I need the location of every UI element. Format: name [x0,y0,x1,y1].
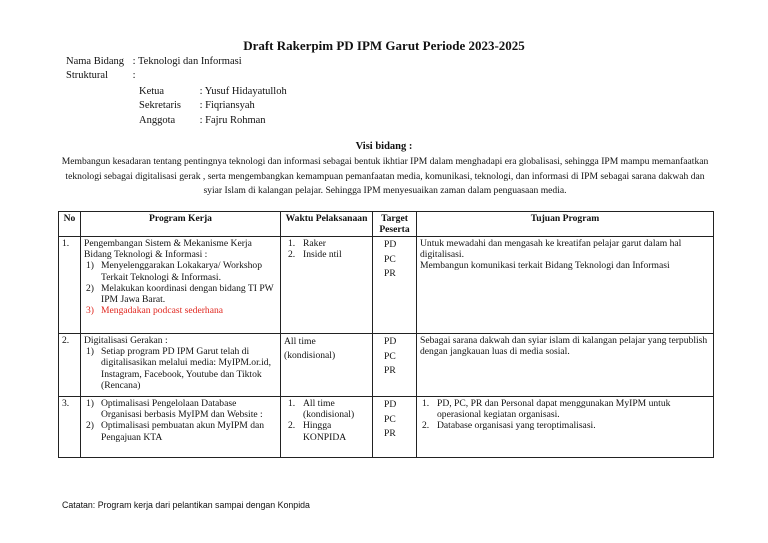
member-row-ketua [139,85,287,98]
program-item [84,398,277,420]
tujuan-cell [417,397,714,458]
member-name: : Fajru Rohman [199,115,266,126]
tujuan-text: Untuk mewadahi dan mengasah ke kreatifan pelajar garut dalam hal digitalisasi. [420,238,682,261]
table-header-row [59,212,714,237]
member-role: Sekretaris [139,100,181,111]
waktu-list [284,238,369,260]
bidang-row [66,55,242,68]
program-cell [81,397,281,458]
program-title: Pengembangan Sistem & Mekanisme Kerja Bidang Teknologi & Informasi : [84,238,252,261]
waktu-item [286,238,369,249]
item-number: 1. [422,398,430,409]
program-item [84,283,277,305]
target-item: PR [384,268,396,279]
table-row [59,237,714,334]
member-role: Anggota [139,115,176,126]
waktu-item [286,398,369,420]
item-text: Inside ntil [303,249,342,261]
member-name: : Fiqriansyah [199,100,255,111]
target-item: PD [384,399,397,410]
program-cell [81,334,281,397]
item-text: Optimalisasi pembuatan akun MyIPM dan Pengajuan KTA [101,420,265,443]
header-tujuan: Tujuan Program [417,212,714,237]
item-text: PD, PC, PR dan Personal dapat menggunakan MyIPM untuk operasional kegiatan organisasi. [437,398,671,421]
member-role: Ketua [139,86,165,97]
waktu-list [284,398,369,443]
row-number: 3. [59,397,81,458]
header-program: Program Kerja [81,212,281,237]
program-item-list [84,346,277,391]
target-item: PR [384,365,396,376]
header-waktu: Waktu Pelaksanaan [281,212,373,237]
header-no: No [59,212,81,237]
target-item: PR [384,428,396,439]
program-item-highlight [84,305,277,316]
item-number: 1) [86,260,94,272]
item-number: 1. [288,398,296,409]
struktural-row [66,69,136,82]
struktural-label: Struktural [66,70,108,81]
tujuan-text: Membangun komunikasi terkait Bidang Teknologi dan Informasi [420,260,670,272]
item-number: 1) [86,346,94,358]
item-text: Raker [303,238,326,249]
item-number: 3) [86,305,94,317]
item-number: 1. [288,238,296,249]
target-item: PC [384,350,396,362]
waktu-item [286,249,369,260]
waktu-cell [281,397,373,458]
program-item [84,420,277,442]
vision-title: Visi bidang : [355,141,413,152]
document-title: Draft Rakerpim PD IPM Garut Periode 2023-2025 [243,38,525,53]
target-item: PC [384,413,396,425]
table-row [59,397,714,458]
item-text: Setiap program PD IPM Garut telah di digitalisasikan melalui media: MyIPM.or.id, Instagram, Facebook, Youtube dan Tiktok (Rencana) [101,346,272,391]
target-item: PD [384,239,397,250]
item-number: 1) [86,398,94,409]
member-row-sekretaris [139,99,255,112]
item-text: Mengadakan podcast sederhana [101,305,224,317]
tujuan-text: Sebagai sarana dakwah dan syiar islam di kalangan pelajar yang terpublish dengan jangkauan luas di media sosial. [420,335,708,358]
program-table [58,211,714,458]
item-text: Hingga KONPIDA [303,420,347,443]
tujuan-cell [417,334,714,397]
program-item [84,260,277,282]
item-text: Optimalisasi Pengelolaan Database Organisasi berbasis MyIPM dan Website : [101,398,263,421]
target-cell [373,334,417,397]
waktu-cell [281,237,373,334]
bidang-value: : Teknologi dan Informasi [132,56,242,67]
target-item: PD [384,336,397,347]
tujuan-cell [417,237,714,334]
row-number: 2. [59,334,81,397]
item-number: 2) [86,282,94,294]
item-number: 2. [288,420,296,432]
item-text: Menyelenggarakan Lokakarya/ Workshop Terkait Teknologi & Informasi. [101,260,263,283]
table-row [59,334,714,397]
target-item: PC [384,253,396,265]
waktu-text: All time (kondisional) [284,336,336,361]
program-cell [81,237,281,334]
item-text: Melakukan koordinasi dengan bidang TI PW IPM Jawa Barat. [101,282,274,306]
member-row-anggota [139,114,266,127]
bidang-label: Nama Bidang [66,56,125,67]
row-number: 1. [59,237,81,334]
header-target: Target Peserta [373,212,417,237]
program-title: Digitalisasi Gerakan : [84,335,168,346]
waktu-cell [281,334,373,397]
vision-text: Membangun kesadaran tentang pentingnya teknologi dan informasi sebagai bentuk ikhtiar IPM dalam menghadapi era globalisasi, sehingga IPM mampu memanfaatkan teknologi sebagai digitalisasi gerak , serta mengembangkan kemampuan pemanfaatan media, komunikasi, teknologi, dan informasi di IPM sebagai sarana dakwah dan syiar Islam di kalangan pelajar. Sehingga IPM menyesuaikan zaman dalam penguasaan media. [61,156,709,196]
program-item [84,346,277,391]
program-item-list [84,398,277,443]
tujuan-item [420,398,710,420]
item-number: 2. [288,249,296,261]
item-number: 2) [86,420,94,432]
tujuan-item [420,420,710,431]
member-name: : Yusuf Hidayatulloh [199,86,287,97]
item-number: 2. [422,420,430,432]
target-cell [373,397,417,458]
target-cell [373,237,417,334]
item-text: Database organisasi yang teroptimalisasi. [437,420,596,432]
waktu-item [286,420,369,442]
struktural-colon: : [132,70,136,81]
tujuan-list [420,398,710,432]
footer-note: Catatan: Program kerja dari pelantikan sampai dengan Konpida [62,500,310,510]
item-text: All time (kondisional) [303,398,355,421]
program-item-list [84,260,277,316]
